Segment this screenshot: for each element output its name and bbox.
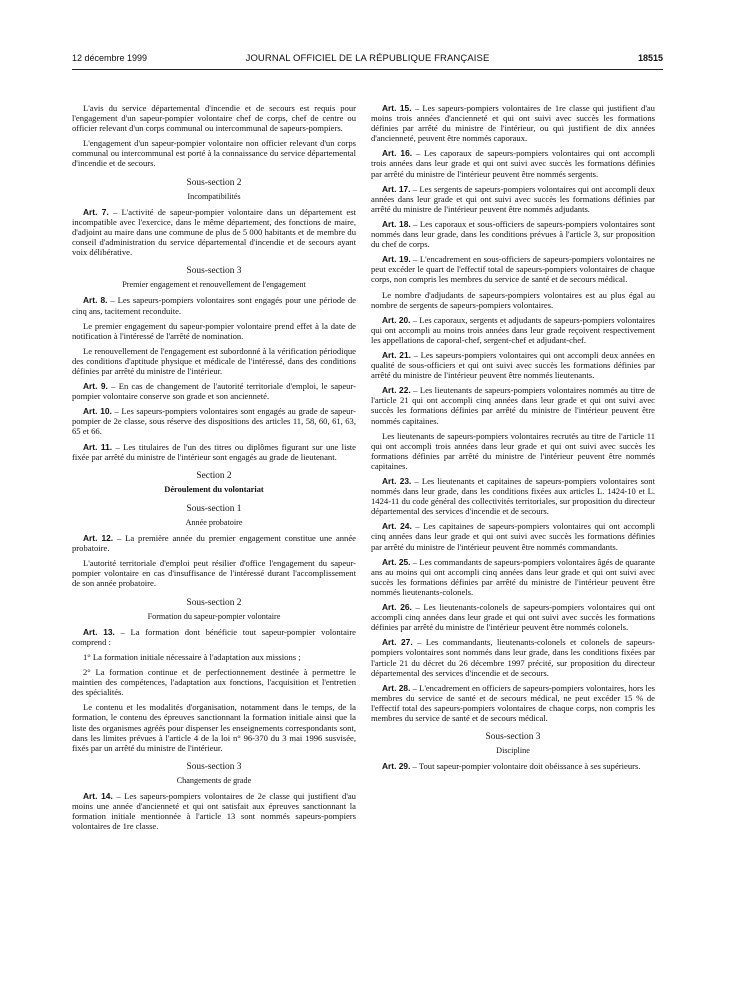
body-paragraph: L'autorité territoriale d'emploi peut résilier d'office l'engagement du sapeur-pompier volontaire en cas d'insuffisance de l'intéressé durant l'accomplissement de son année probatoire. (72, 558, 356, 589)
body-paragraph: Le renouvellement de l'engagement est subordonné à la vérification périodique des conditions d'aptitude physique et médicale de l'intéressé, dans des conditions définies par arrêté du ministre de l'intérieur. (72, 345, 356, 376)
article-text: – Les sapeurs-pompiers volontaires de 1re classe qui justifient d'au moins trois années d'ancienneté et qui ont suivi avec succès les formations définies par arrêté du ministre de l'intérieur, ou qui justifient de dix années d'ancienneté, peuvent être nommés caporaux. (371, 103, 655, 144)
article-paragraph (371, 637, 655, 677)
article-paragraph (72, 627, 356, 647)
article-label: Art. 7. (83, 206, 109, 217)
article-text: – Les caporaux et sous-officiers de sapeurs-pompiers volontaires sont nommés dans leur grade, dans les conditions prévues à l'article 3, sur proposition du chef de corps. (371, 218, 655, 250)
article-label: Art. 27. (382, 637, 413, 648)
body-paragraph: 2° La formation continue et de perfectionnement destinée à permettre le maintien des compétences, l'adaptation aux fonctions, l'acquisition et l'entretien des spécialités. (72, 667, 356, 698)
article-paragraph (371, 521, 655, 551)
article-paragraph (72, 791, 356, 831)
article-text: – Les caporaux, sergents et adjudants de sapeurs-pompiers volontaires qui ont accompli au moins trois années dans leur grade reçoivent respectivement les appellations de caporal-chef, sergent-chef et adjudant-chef. (371, 314, 655, 345)
section-heading: Sous-section 1 (186, 503, 242, 514)
article-label: Art. 22. (382, 385, 411, 396)
section-subheading: Formation du sapeur-pompier volontaire (147, 611, 281, 621)
left-column (72, 103, 356, 836)
section-heading: Sous-section 2 (186, 597, 242, 608)
page-number: 18515 (637, 53, 663, 63)
article-label: Art. 18. (382, 218, 411, 229)
article-text: – Les commandants de sapeurs-pompiers volontaires âgés de quarante ans au moins qui ont accompli cinq années dans leur grade et qui ont suivi avec succès les formations définies par arrêté du ministre de l'intérieur peuvent être nommés lieutenants-colonels. (371, 556, 655, 597)
body-paragraph: Les lieutenants de sapeurs-pompiers volontaires recrutés au titre de l'article 11 qui ont accompli trois années dans leur grade et qui ont suivi avec succès les formations définies par arrêté du ministre de l'intérieur peuvent être nommés capitaines. (371, 430, 655, 471)
section-subheading: Premier engagement et renouvellement de l'engagement (122, 280, 306, 290)
article-text: – Les sapeurs-pompiers volontaires qui ont accompli deux années en qualité de sous-officiers et qui ont suivi avec succès les formations définies par arrêté du ministre de l'intérieur peuvent être nommés lieutenants. (371, 349, 655, 381)
body-paragraph: 1° La formation initiale nécessaire à l'adaptation aux missions ; (83, 651, 301, 662)
article-label: Art. 23. (382, 476, 412, 486)
section-subheading: Incompatibilités (187, 191, 241, 201)
body-paragraph: Le nombre d'adjudants de sapeurs-pompiers volontaires est au plus égal au nombre de sergents de sapeurs-pompiers volontaires. (371, 289, 655, 310)
article-paragraph (371, 254, 655, 284)
section-heading: Sous-section 2 (186, 177, 242, 188)
article-text: – Les lieutenants de sapeurs-pompiers volontaires nommés au titre de l'article 21 qui ont accompli cinq années dans leur grade et qui ont suivi avec succès les formations définies par arrêté du ministre de l'intérieur peuvent être nommés capitaines. (371, 385, 656, 426)
article-text: – L'activité de sapeur-pompier volontaire dans un département est incompatible avec l'exercice, dans le même département, des fonctions de maire, d'adjoint au maire dans une commune de plus de 5 000 habitants et de membre du conseil d'administration du service départemental d'incendie et de secours ayant voix délibérative. (72, 206, 356, 258)
section-subheading: Déroulement du volontariat (164, 484, 264, 494)
article-paragraph (72, 406, 356, 436)
article-text: – Les commandants, lieutenants-colonels et colonels de sapeurs-pompiers volontaires sont nommés dans leur grade, dans les conditions fixées par l'article 21 du décret du 26 décembre 1997 précité, sur proposition du directeur départemental des services d'incendie et de secours. (371, 637, 655, 678)
article-label: Art. 13. (83, 626, 115, 637)
article-paragraph (72, 442, 356, 462)
article-text: – Les titulaires de l'un des titres ou diplômes figurant sur une liste fixée par arrêté du ministre de l'intérieur sont engagés au grade de lieutenant. (72, 441, 356, 462)
article-label: Art. 14. (83, 790, 113, 801)
article-text: – L'encadrement en sous-officiers de sapeurs-pompiers volontaires ne peut excéder le quart de l'effectif total de sapeurs-pompiers volontaires de chaque corps, non compris les membres du service de santé et de secours médical. (371, 254, 655, 285)
article-paragraph (371, 148, 655, 178)
article-label: Art. 20. (382, 314, 411, 325)
article-text: – Les sapeurs-pompiers volontaires de 2e classe qui justifient d'au moins une année d'ancienneté et qui ont satisfait aux épreuves sanctionnant la formation initiale mentionnée à l'article 13 sont nommés sapeurs-pompiers volontaires de 1re classe. (72, 790, 356, 832)
article-text: – En cas de changement de l'autorité territoriale d'emploi, le sapeur-pompier volontaire conserve son grade et son ancienneté. (72, 381, 356, 402)
article-label: Art. 16. (382, 148, 413, 159)
header-rule (72, 69, 663, 70)
article-paragraph (371, 602, 655, 632)
article-text: – Les lieutenants et capitaines de sapeurs-pompiers volontaires sont nommés dans leur grade, dans les conditions fixées aux articles L. 1424-10 et L. 1424-11 du code général des collectivités territoriales, sur proposition du directeur départemental des services d'incendie et de secours. (371, 476, 655, 517)
article-paragraph (371, 184, 655, 214)
article-paragraph (371, 350, 655, 380)
section-heading: Sous-section 3 (485, 732, 541, 743)
page-header (72, 53, 663, 67)
section-heading: Sous-section 3 (186, 761, 242, 772)
article-label: Art. 25. (382, 556, 411, 567)
journal-title: JOURNAL OFFICIEL DE LA RÉPUBLIQUE FRANÇAISE (245, 53, 490, 64)
article-label: Art. 11. (83, 441, 113, 452)
article-label: Art. 28. (382, 682, 411, 693)
article-paragraph (371, 683, 655, 723)
body-paragraph: L'avis du service départemental d'incendie et de secours est requis pour l'engagement d'un sapeur-pompier volontaire chef de corps, chef de centre ou officier relevant d'un corps communal ou intercommunal de sapeurs-pompiers. (72, 103, 356, 134)
article-paragraph (371, 476, 655, 516)
article-text: – La formation dont bénéficie tout sapeur-pompier volontaire comprend : (72, 626, 356, 647)
article-paragraph (72, 381, 356, 401)
article-text: – L'encadrement en officiers de sapeurs-pompiers volontaires, hors les membres du service de santé et de secours médical, ne peut excéder 15 % de l'effectif total des sapeurs-pompiers volontaires de chaque corps, non compris les membres du service de santé et de secours médical. (371, 682, 655, 723)
section-subheading: Changements de grade (176, 775, 252, 785)
article-text: – Les lieutenants-colonels de sapeurs-pompiers volontaires qui ont accompli cinq années dans leur grade et qui ont suivi avec succès les formations définies par arrêté du ministre de l'intérieur peuvent être nommés colonels. (371, 602, 655, 633)
article-text: – Les sapeurs-pompiers volontaires sont engagés pour une période de cinq ans, tacitement reconduite. (72, 295, 356, 316)
article-paragraph (72, 207, 356, 257)
article-label: Art. 15. (382, 103, 412, 113)
body-paragraph: Le premier engagement du sapeur-pompier volontaire prend effet à la date de notification à l'intéressé de l'arrêté de nomination. (72, 320, 356, 341)
article-paragraph (371, 761, 655, 771)
article-label: Art. 29. (382, 761, 411, 772)
article-label: Art. 12. (83, 533, 114, 544)
article-paragraph (371, 557, 655, 597)
section-heading: Sous-section 3 (186, 266, 242, 277)
body-paragraph: Le contenu et les modalités d'organisation, notamment dans le temps, de la formation, le contenu des épreuves sanctionnant la formation initiale ainsi que la liste des organismes agréés pour dispenser les enseignements correspondants sont, dans les limites prévues à l'article 4 de la loi n° 96-370 du 3 mai 1996 susvisée, fixés par un arrêté du ministre de l'intérieur. (72, 702, 356, 753)
article-label: Art. 10. (83, 406, 112, 417)
article-paragraph (371, 315, 655, 345)
article-paragraph (72, 295, 356, 315)
article-paragraph (371, 385, 655, 425)
article-label: Art. 19. (382, 254, 411, 265)
right-column (371, 103, 655, 776)
header-date: 12 décembre 1999 (72, 53, 148, 63)
article-text: – Les capitaines de sapeurs-pompiers volontaires qui ont accompli cinq années dans leur grade et qui ont suivi avec succès les formations définies par arrêté du ministre de l'intérieur peuvent être nommés commandants. (371, 521, 655, 552)
article-label: Art. 9. (83, 381, 108, 392)
article-text: – Tout sapeur-pompier volontaire doit obéissance à ses supérieurs. (410, 761, 641, 772)
article-text: – Les sapeurs-pompiers volontaires sont engagés au grade de sapeur-pompier de 2e classe, sous réserve des dispositions des articles 11, 58, 60, 61, 63, 65 et 66. (72, 406, 356, 437)
article-label: Art. 24. (382, 521, 412, 532)
article-paragraph (371, 219, 655, 249)
article-text: – Les sergents de sapeurs-pompiers volontaires qui ont accompli deux années dans leur grade et qui ont suivi avec succès les formations définies par arrêté du ministre de l'intérieur peuvent être nommés adjudants. (371, 183, 655, 214)
body-paragraph: L'engagement d'un sapeur-pompier volontaire non officier relevant d'un corps communal ou intercommunal est porté à la connaissance du service départemental d'incendie et de secours. (72, 138, 356, 169)
article-label: Art. 21. (382, 349, 411, 360)
section-subheading: Année probatoire (185, 518, 243, 527)
article-paragraph (371, 103, 655, 143)
section-subheading: Discipline (496, 746, 530, 756)
section-heading: Section 2 (196, 470, 232, 481)
article-text: – La première année du premier engagement constitue une année probatoire. (72, 533, 356, 554)
article-paragraph (72, 533, 356, 553)
article-label: Art. 8. (83, 295, 108, 306)
article-label: Art. 17. (382, 183, 411, 194)
article-label: Art. 26. (382, 602, 412, 613)
article-text: – Les caporaux de sapeurs-pompiers volontaires qui ont accompli trois années dans leur grade et qui ont suivi avec succès les formations définies par arrêté du ministre de l'intérieur peuvent être nommés sergents. (371, 148, 655, 179)
